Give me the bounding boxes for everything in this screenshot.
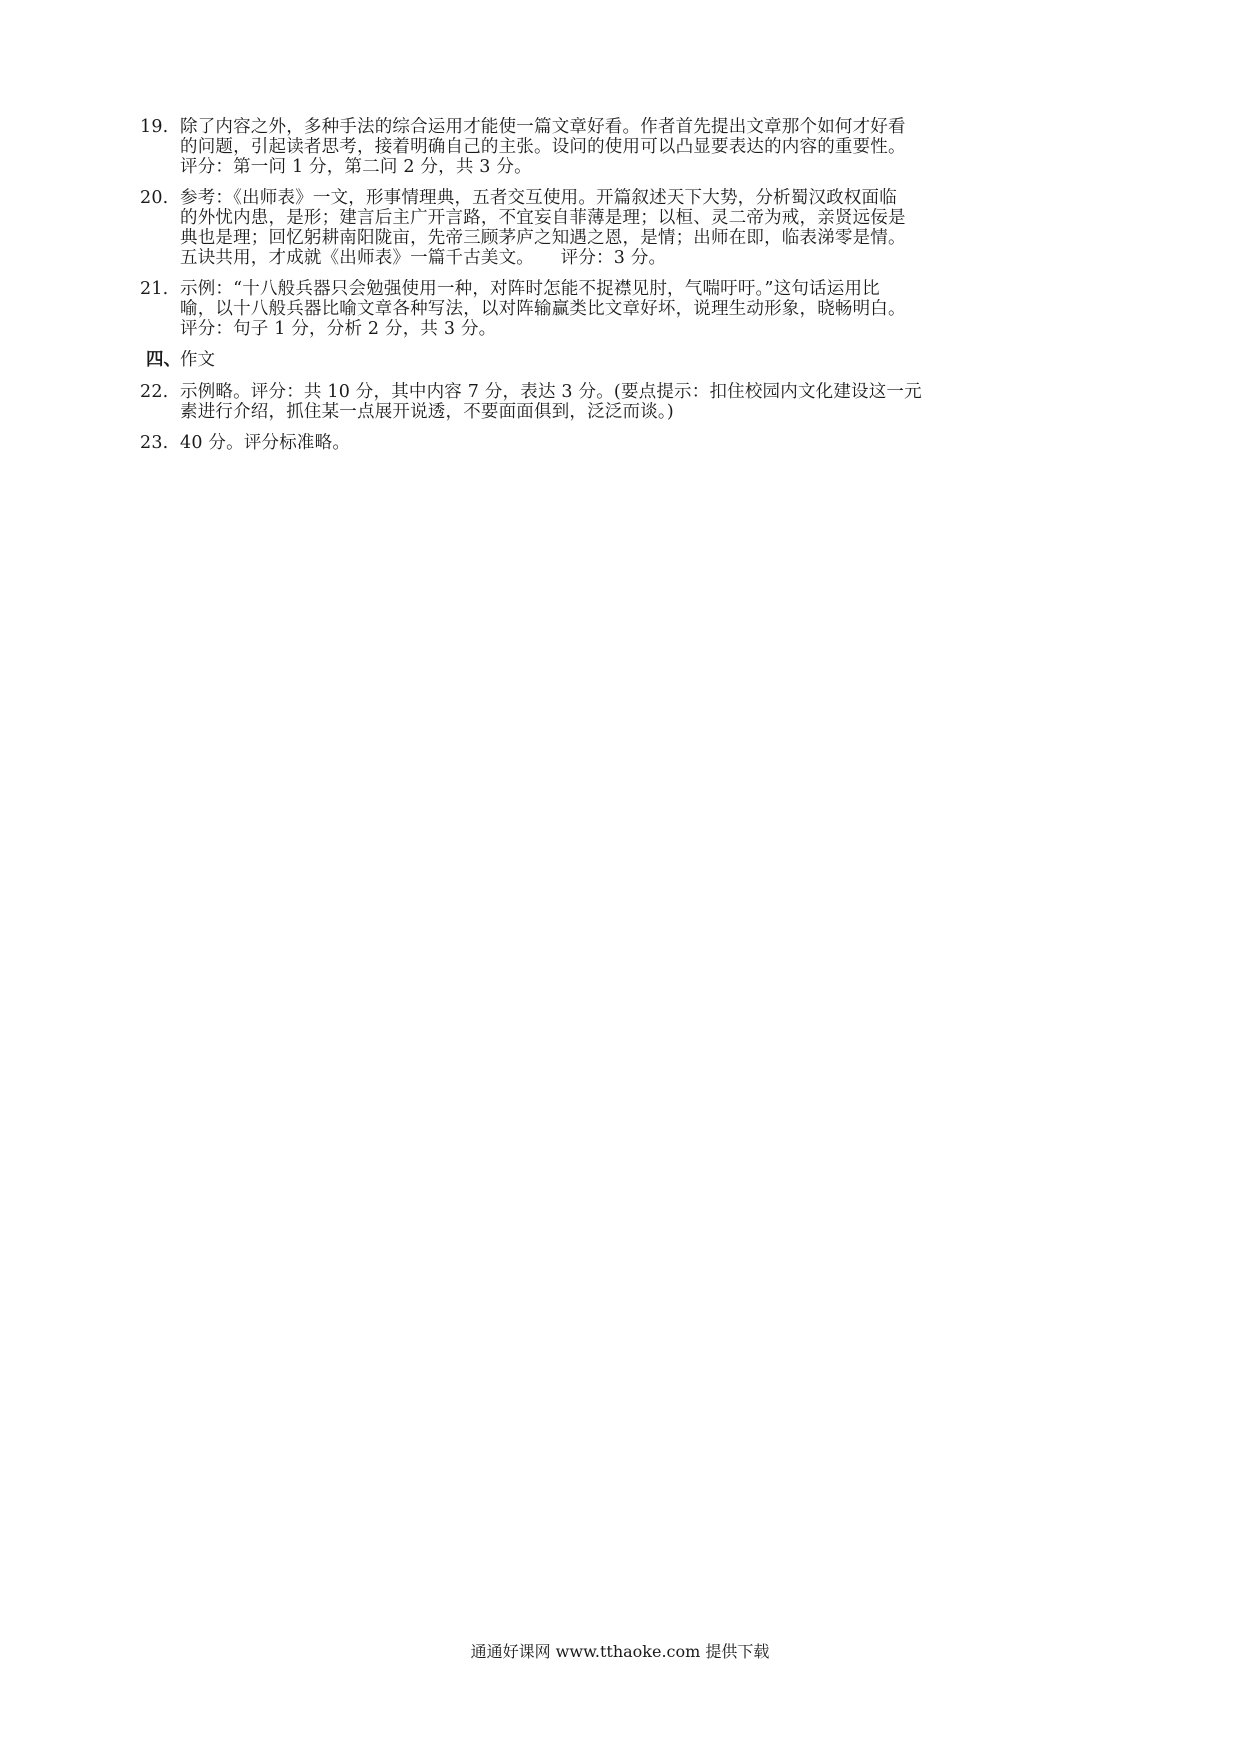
answer-item-19	[140, 117, 1100, 177]
item-line: 五诀共用，才成就《出师表》一篇千古美文。 评分：3 分。	[180, 248, 667, 268]
item-line: 除了内容之外，多种手法的综合运用才能使一篇文章好看。作者首先提出文章那个如何才好看	[180, 117, 906, 137]
item-line: 示例：“十八般兵器只会勉强使用一种，对阵时怎能不捉襟见肘，气喘吁吁。”这句话运用比	[180, 279, 880, 299]
answer-item-21	[140, 279, 1100, 339]
answer-item-22	[140, 382, 1100, 422]
section-mark: 四、	[146, 350, 181, 370]
item-number: 20.	[140, 188, 169, 208]
item-number: 22.	[140, 382, 169, 402]
item-line: 素进行介绍，抓住某一点展开说透，不要面面俱到，泛泛而谈。)	[180, 402, 674, 422]
item-number: 19.	[140, 117, 169, 137]
section-heading-composition	[146, 350, 1100, 370]
answer-content	[140, 117, 1100, 464]
answer-item-20	[140, 188, 1100, 268]
item-line: 评分：句子 1 分，分析 2 分，共 3 分。	[180, 319, 497, 339]
item-line: 示例略。评分：共 10 分，其中内容 7 分，表达 3 分。(要点提示：扣住校园内文化建设这一元	[180, 382, 922, 402]
item-number: 21.	[140, 279, 169, 299]
item-line: 评分：第一问 1 分，第二问 2 分，共 3 分。	[180, 157, 532, 177]
item-line: 的外忧内患，是形；建言后主广开言路，不宜妄自菲薄是理；以桓、灵二帝为戒，亲贤远佞是	[180, 208, 906, 228]
item-line: 的问题，引起读者思考，接着明确自己的主张。设问的使用可以凸显要表达的内容的重要性。	[180, 137, 906, 157]
item-number: 23.	[140, 433, 169, 453]
page-footer: 通通好课网 www.tthaoke.com 提供下载	[470, 1642, 770, 1661]
item-line: 参考：《出师表》一文，形事情理典，五者交互使用。开篇叙述天下大势，分析蜀汉政权面临	[180, 188, 897, 208]
item-line: 喻，以十八般兵器比喻文章各种写法，以对阵输赢类比文章好坏，说理生动形象，晓畅明白。	[180, 299, 906, 319]
section-title: 作文	[180, 350, 215, 370]
answer-item-23	[140, 433, 1100, 453]
item-line: 典也是理；回忆躬耕南阳陇亩，先帝三顾茅庐之知遇之恩，是情；出师在即，临表涕零是情。	[180, 228, 906, 248]
item-line: 40 分。评分标准略。	[180, 433, 351, 453]
